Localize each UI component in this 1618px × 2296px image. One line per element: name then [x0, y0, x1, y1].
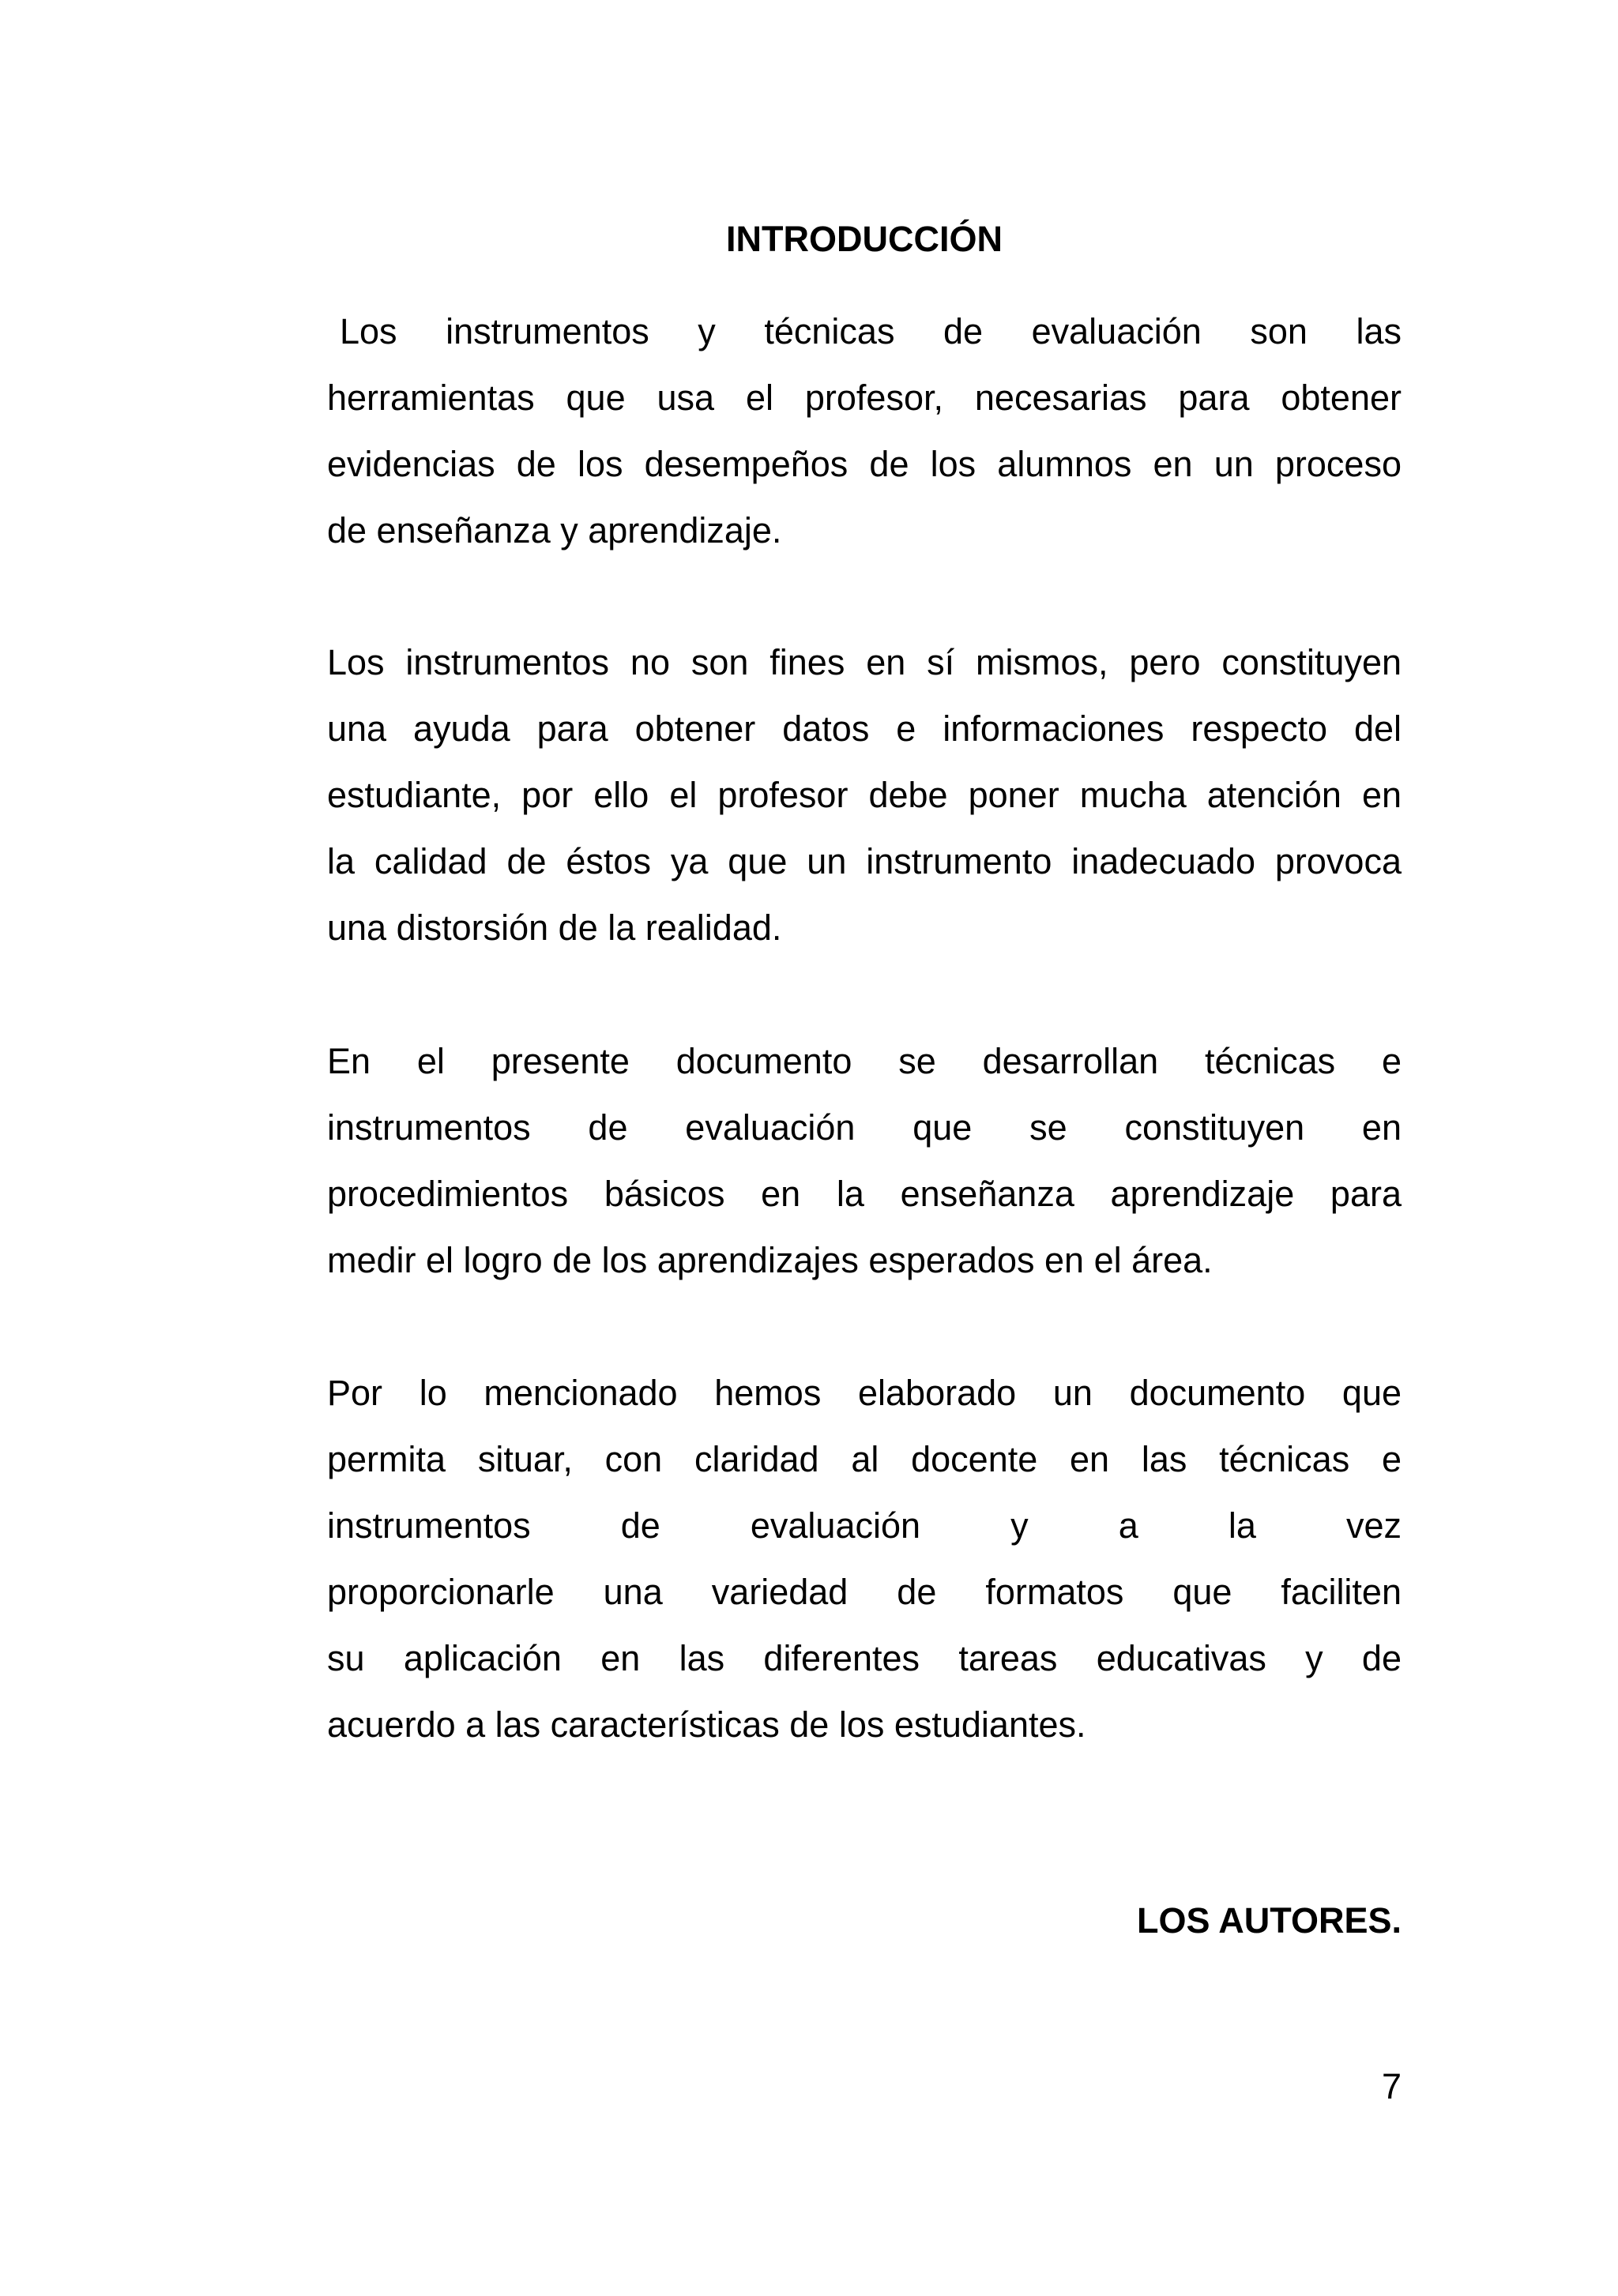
page-title: INTRODUCCIÓN [726, 219, 1003, 259]
paragraph-1 [327, 299, 1402, 564]
paragraph-2 [327, 629, 1402, 961]
paragraph-line: medir el logro de los aprendizajes esperados en el área. [327, 1240, 1213, 1280]
paragraph-line: permita situar, con claridad al docente en las técnicas e [327, 1439, 1402, 1479]
paragraph-line [327, 1493, 1402, 1559]
paragraph-line: Los instrumentos y técnicas de evaluación son las [340, 311, 1402, 351]
spaced-word: instrumentos [327, 1505, 531, 1546]
signature: LOS AUTORES. [1136, 1900, 1402, 1941]
paragraph-line: de enseñanza y aprendizaje. [327, 510, 782, 551]
paragraph-line: procedimientos básicos en la enseñanza aprendizaje para [327, 1174, 1402, 1214]
paragraph-line: estudiante, por ello el profesor debe poner mucha atención en [327, 775, 1402, 815]
line-remainder: de evaluación y a la vez [620, 1505, 1402, 1546]
page-number: 7 [1381, 2066, 1402, 2106]
paragraph-line: una distorsión de la realidad. [327, 908, 782, 948]
paragraph-line: acuerdo a las características de los estudiantes. [327, 1704, 1086, 1745]
paragraph-line: evidencias de los desempeños de los alumnos en un proceso [327, 444, 1402, 484]
paragraph-line: Los instrumentos no son fines en sí mismos, pero constituyen [327, 642, 1402, 682]
paragraph-4 [327, 1360, 1402, 1758]
paragraph-line: la calidad de éstos ya que un instrumento inadecuado provoca [327, 841, 1402, 881]
paragraph-line: proporcionarle una variedad de formatos que faciliten [327, 1572, 1402, 1612]
paragraph-line: su aplicación en las diferentes tareas educativas y de [327, 1638, 1402, 1678]
paragraph-line: una ayuda para obtener datos e informaciones respecto del [327, 708, 1402, 749]
paragraph-line: herramientas que usa el profesor, necesarias para obtener [327, 378, 1402, 418]
paragraph-line: En el presente documento se desarrollan técnicas e [327, 1041, 1402, 1081]
paragraph-line: instrumentos de evaluación que se constituyen en [327, 1107, 1402, 1148]
paragraph-line: Por lo mencionado hemos elaborado un documento que [327, 1373, 1402, 1413]
paragraph-3 [327, 1028, 1402, 1294]
